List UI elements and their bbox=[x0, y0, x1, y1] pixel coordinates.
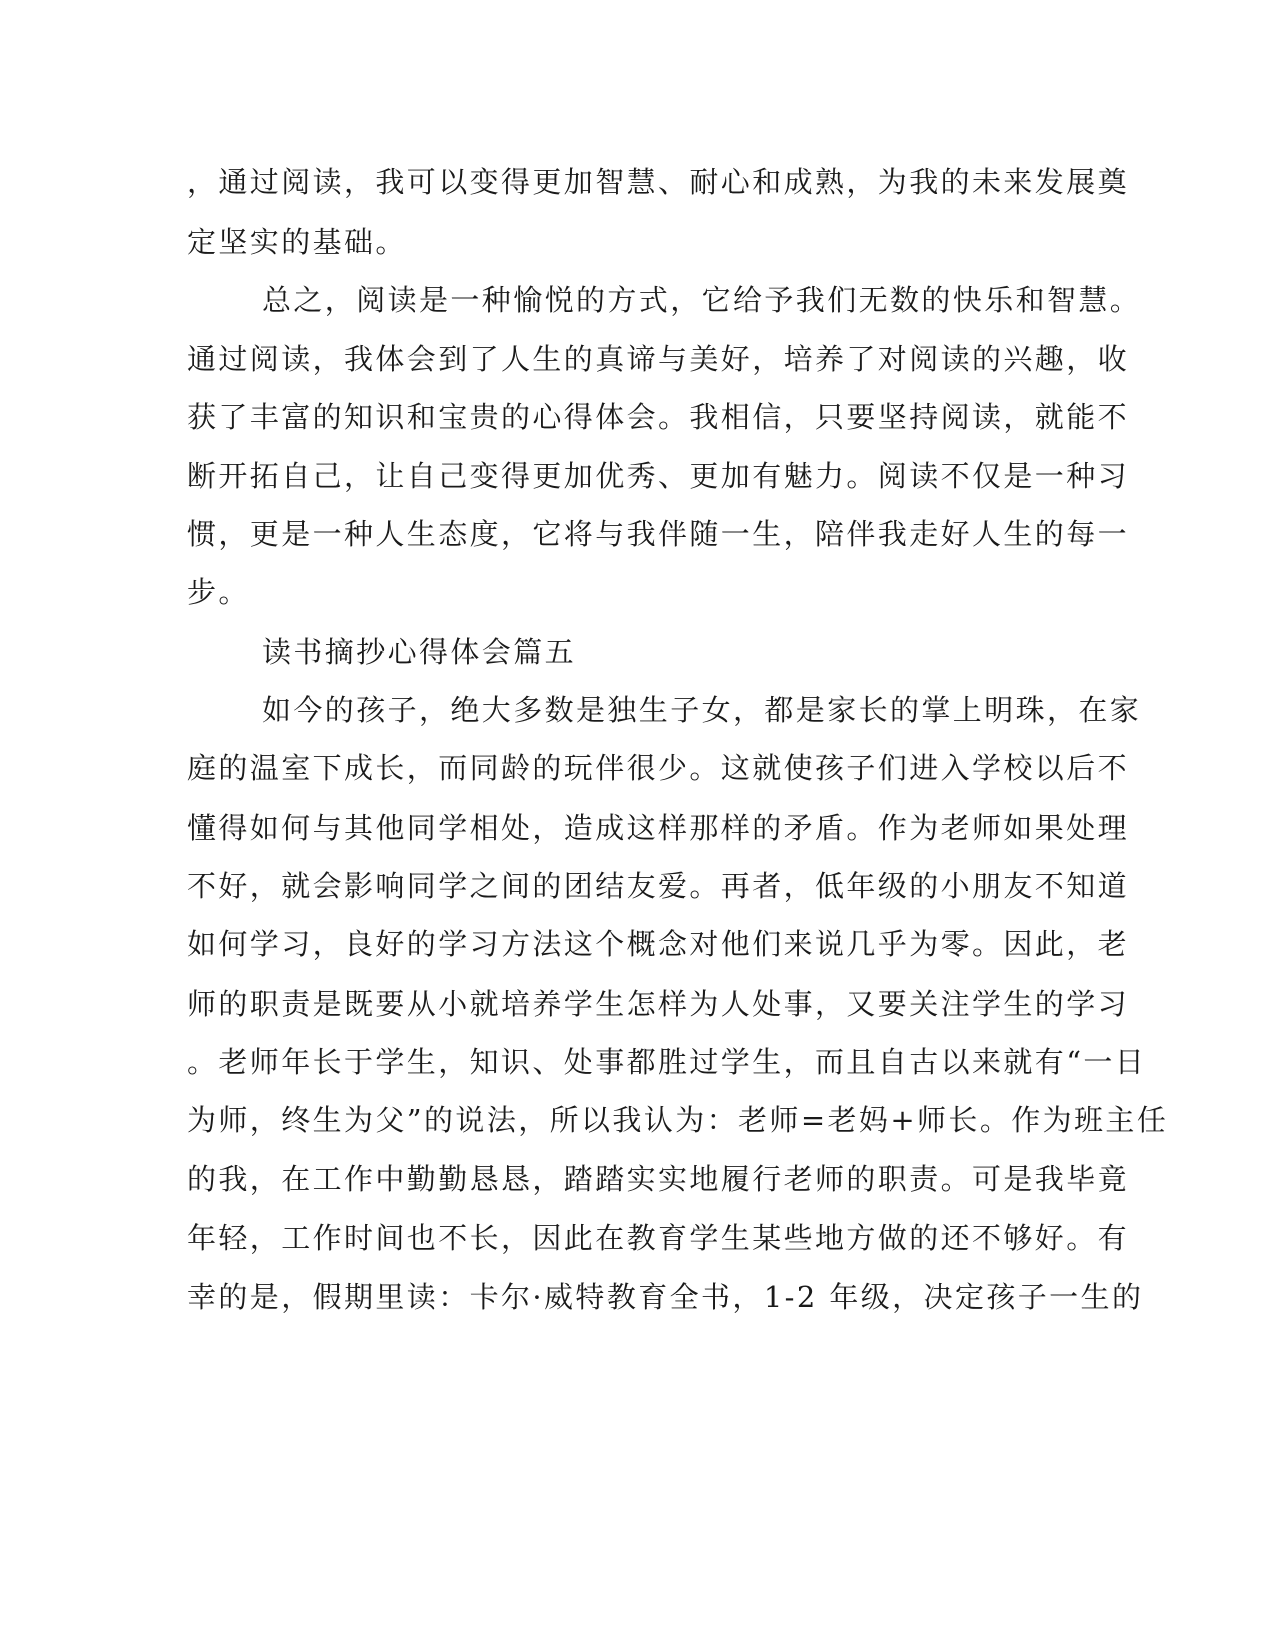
section-heading: 读书摘抄心得体会篇五 bbox=[262, 635, 577, 669]
text-line: 师的职责是既要从小就培养学生怎样为人处事，又要关注学生的学习 bbox=[187, 987, 1130, 1021]
text-line: 的我，在工作中勤勤恳恳，踏踏实实地履行老师的职责。可是我毕竟 bbox=[187, 1162, 1130, 1196]
paragraph-first-line: 总之，阅读是一种愉悦的方式，它给予我们无数的快乐和智慧。 bbox=[262, 283, 1142, 317]
text-line: ，通过阅读，我可以变得更加智慧、耐心和成熟，为我的未来发展奠 bbox=[187, 165, 1130, 199]
text-line: 懂得如何与其他同学相处，造成这样那样的矛盾。作为老师如果处理 bbox=[187, 811, 1130, 845]
text-line: 获了丰富的知识和宝贵的心得体会。我相信，只要坚持阅读，就能不 bbox=[187, 400, 1130, 434]
text-line: 庭的温室下成长，而同龄的玩伴很少。这就使孩子们进入学校以后不 bbox=[187, 751, 1130, 785]
text-line: 通过阅读，我体会到了人生的真谛与美好，培养了对阅读的兴趣，收 bbox=[187, 342, 1130, 376]
paragraph-first-line: 如今的孩子，绝大多数是独生子女，都是家长的掌上明珠，在家 bbox=[262, 693, 1142, 727]
text-line: 惯，更是一种人生态度，它将与我伴随一生，陪伴我走好人生的每一 bbox=[187, 517, 1130, 551]
text-line: 定坚实的基础。 bbox=[187, 225, 407, 259]
text-line: 不好，就会影响同学之间的团结友爱。再者，低年级的小朋友不知道 bbox=[187, 869, 1130, 903]
text-line: 幸的是，假期里读：卡尔·威特教育全书，1-2 年级，决定孩子一生的 bbox=[187, 1280, 1144, 1314]
text-line: 步。 bbox=[187, 575, 250, 609]
text-line: 如何学习，良好的学习方法这个概念对他们来说几乎为零。因此，老 bbox=[187, 927, 1130, 961]
text-line: 为师，终生为父”的说法，所以我认为：老师=老妈+师长。作为班主任 bbox=[187, 1103, 1169, 1137]
text-line: 年轻，工作时间也不长，因此在教育学生某些地方做的还不够好。有 bbox=[187, 1221, 1130, 1255]
text-line: 断开拓自己，让自己变得更加优秀、更加有魅力。阅读不仅是一种习 bbox=[187, 459, 1130, 493]
text-line: 。老师年长于学生，知识、处事都胜过学生，而且自古以来就有“一日 bbox=[187, 1045, 1147, 1079]
